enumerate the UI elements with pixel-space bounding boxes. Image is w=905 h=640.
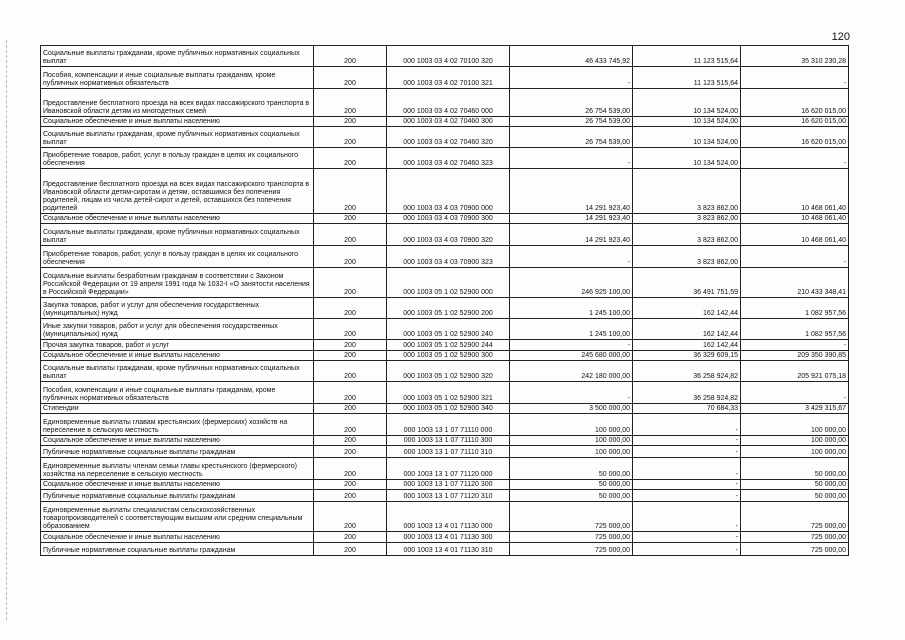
- row-budget-code: 000 1003 03 4 02 70460 000: [387, 89, 510, 117]
- table-row: [41, 404, 849, 414]
- table-row: [41, 361, 849, 382]
- row-budget-code: 000 1003 13 1 07 71110 000: [387, 414, 510, 436]
- table-row: [41, 480, 849, 490]
- row-name: Закупка товаров, работ и услуг для обеспечения государственных (муниципальных) нужд: [41, 298, 314, 319]
- row-approved-amount: 100 000,00: [510, 414, 633, 436]
- row-admin-code: 200: [314, 436, 387, 446]
- row-budget-code: 000 1003 13 4 01 71130 300: [387, 532, 510, 543]
- row-name: Социальное обеспечение и иные выплаты населению: [41, 436, 314, 446]
- row-unexecuted-amount: 10 468 061,40: [741, 224, 849, 246]
- row-executed-amount: 162 142,44: [633, 319, 741, 340]
- row-admin-code: 200: [314, 268, 387, 298]
- row-name: Единовременные выплаты специалистам сельскохозяйственных товаропроизводителей с соответствующим высшим или средним специальным образованием: [41, 502, 314, 532]
- row-name: Приобретение товаров, работ, услуг в пользу граждан в целях их социального обеспечения: [41, 148, 314, 169]
- row-executed-amount: 36 329 609,15: [633, 351, 741, 361]
- row-executed-amount: 70 684,33: [633, 404, 741, 414]
- row-admin-code: 200: [314, 246, 387, 268]
- row-budget-code: 000 1003 03 4 03 70900 320: [387, 224, 510, 246]
- row-executed-amount: 162 142,44: [633, 298, 741, 319]
- row-approved-amount: 50 000,00: [510, 458, 633, 480]
- row-executed-amount: -: [633, 458, 741, 480]
- row-executed-amount: -: [633, 446, 741, 458]
- table-row: [41, 382, 849, 404]
- row-budget-code: 000 1003 05 1 02 52900 000: [387, 268, 510, 298]
- row-executed-amount: 10 134 524,00: [633, 117, 741, 127]
- row-approved-amount: 1 245 100,00: [510, 298, 633, 319]
- row-budget-code: 000 1003 13 4 01 71130 310: [387, 543, 510, 556]
- row-name: Социальные выплаты гражданам, кроме публичных нормативных социальных выплат: [41, 46, 314, 67]
- table-row: [41, 446, 849, 458]
- table-row: [41, 543, 849, 556]
- row-approved-amount: -: [510, 382, 633, 404]
- table-row: [41, 117, 849, 127]
- row-unexecuted-amount: 50 000,00: [741, 490, 849, 502]
- row-approved-amount: -: [510, 148, 633, 169]
- row-budget-code: 000 1003 03 4 02 70100 321: [387, 67, 510, 89]
- table-row: [41, 46, 849, 67]
- row-unexecuted-amount: -: [741, 246, 849, 268]
- table-row: [41, 351, 849, 361]
- row-budget-code: 000 1003 05 1 02 52900 340: [387, 404, 510, 414]
- row-budget-code: 000 1003 05 1 02 52900 321: [387, 382, 510, 404]
- row-unexecuted-amount: 10 468 061,40: [741, 214, 849, 224]
- row-name: Социальные выплаты гражданам, кроме публичных нормативных социальных выплат: [41, 224, 314, 246]
- row-executed-amount: 3 823 862,00: [633, 169, 741, 214]
- row-approved-amount: 725 000,00: [510, 532, 633, 543]
- row-unexecuted-amount: 725 000,00: [741, 532, 849, 543]
- row-admin-code: 200: [314, 404, 387, 414]
- row-admin-code: 200: [314, 214, 387, 224]
- row-name: Публичные нормативные социальные выплаты гражданам: [41, 446, 314, 458]
- row-admin-code: 200: [314, 490, 387, 502]
- row-name: Социальные выплаты гражданам, кроме публичных нормативных социальных выплат: [41, 127, 314, 148]
- row-name: Единовременные выплаты членам семьи главы крестьянского (фермерского) хозяйства на переселение в сельскую местность: [41, 458, 314, 480]
- row-approved-amount: -: [510, 67, 633, 89]
- row-name: Предоставление бесплатного проезда на всех видах пассажирского транспорта в Ивановской области детям из многодетных семей: [41, 89, 314, 117]
- row-unexecuted-amount: 16 620 015,00: [741, 89, 849, 117]
- row-budget-code: 000 1003 03 4 03 70900 000: [387, 169, 510, 214]
- table-row: [41, 268, 849, 298]
- row-unexecuted-amount: 725 000,00: [741, 543, 849, 556]
- row-unexecuted-amount: 100 000,00: [741, 436, 849, 446]
- row-unexecuted-amount: -: [741, 148, 849, 169]
- row-budget-code: 000 1003 13 1 07 71120 000: [387, 458, 510, 480]
- row-approved-amount: 26 754 539,00: [510, 127, 633, 148]
- table-row: [41, 89, 849, 117]
- row-approved-amount: 1 245 100,00: [510, 319, 633, 340]
- row-executed-amount: -: [633, 532, 741, 543]
- row-unexecuted-amount: 210 433 348,41: [741, 268, 849, 298]
- row-approved-amount: 14 291 923,40: [510, 214, 633, 224]
- row-approved-amount: 46 433 745,92: [510, 46, 633, 67]
- table-row: [41, 224, 849, 246]
- row-admin-code: 200: [314, 127, 387, 148]
- row-approved-amount: 246 925 100,00: [510, 268, 633, 298]
- row-unexecuted-amount: 100 000,00: [741, 414, 849, 436]
- row-admin-code: 200: [314, 340, 387, 351]
- table-row: [41, 436, 849, 446]
- row-approved-amount: 725 000,00: [510, 502, 633, 532]
- row-name: Социальные выплаты гражданам, кроме публичных нормативных социальных выплат: [41, 361, 314, 382]
- row-name: Пособия, компенсации и иные социальные выплаты гражданам, кроме публичных нормативных обязательств: [41, 382, 314, 404]
- table-row: [41, 298, 849, 319]
- row-executed-amount: -: [633, 480, 741, 490]
- row-approved-amount: 50 000,00: [510, 480, 633, 490]
- row-executed-amount: 36 491 751,59: [633, 268, 741, 298]
- row-unexecuted-amount: -: [741, 67, 849, 89]
- table-row: [41, 414, 849, 436]
- row-admin-code: 200: [314, 382, 387, 404]
- row-admin-code: 200: [314, 319, 387, 340]
- row-executed-amount: 10 134 524,00: [633, 89, 741, 117]
- row-budget-code: 000 1003 05 1 02 52900 300: [387, 351, 510, 361]
- row-budget-code: 000 1003 03 4 02 70460 323: [387, 148, 510, 169]
- table-body: [41, 46, 849, 556]
- row-name: Пособия, компенсации и иные социальные выплаты гражданам, кроме публичных нормативных обязательств: [41, 67, 314, 89]
- row-executed-amount: 3 823 862,00: [633, 246, 741, 268]
- row-name: Стипендии: [41, 404, 314, 414]
- row-admin-code: 200: [314, 169, 387, 214]
- page-number: 120: [831, 31, 850, 43]
- row-budget-code: 000 1003 13 1 07 71110 300: [387, 436, 510, 446]
- table-row: [41, 502, 849, 532]
- row-executed-amount: 10 134 524,00: [633, 148, 741, 169]
- table-row: [41, 148, 849, 169]
- row-approved-amount: 14 291 923,40: [510, 224, 633, 246]
- row-name: Социальное обеспечение и иные выплаты населению: [41, 351, 314, 361]
- row-budget-code: 000 1003 03 4 03 70900 300: [387, 214, 510, 224]
- table-row: [41, 319, 849, 340]
- row-budget-code: 000 1003 05 1 02 52900 240: [387, 319, 510, 340]
- row-admin-code: 200: [314, 361, 387, 382]
- row-name: Социальное обеспечение и иные выплаты населению: [41, 117, 314, 127]
- row-unexecuted-amount: 50 000,00: [741, 480, 849, 490]
- row-executed-amount: 11 123 515,64: [633, 67, 741, 89]
- row-budget-code: 000 1003 03 4 02 70460 320: [387, 127, 510, 148]
- row-executed-amount: -: [633, 436, 741, 446]
- row-admin-code: 200: [314, 543, 387, 556]
- row-executed-amount: 162 142,44: [633, 340, 741, 351]
- row-approved-amount: 242 180 000,00: [510, 361, 633, 382]
- row-approved-amount: 50 000,00: [510, 490, 633, 502]
- row-executed-amount: -: [633, 490, 741, 502]
- row-unexecuted-amount: 16 620 015,00: [741, 117, 849, 127]
- row-name: Иные закупки товаров, работ и услуг для обеспечения государственных (муниципальных) нужд: [41, 319, 314, 340]
- row-budget-code: 000 1003 05 1 02 52900 244: [387, 340, 510, 351]
- row-name: Публичные нормативные социальные выплаты гражданам: [41, 490, 314, 502]
- row-unexecuted-amount: -: [741, 340, 849, 351]
- budget-execution-table: [40, 45, 849, 556]
- binding-edge-line: [6, 40, 7, 620]
- row-unexecuted-amount: 209 350 390,85: [741, 351, 849, 361]
- table-row: [41, 67, 849, 89]
- row-approved-amount: 725 000,00: [510, 543, 633, 556]
- row-admin-code: 200: [314, 46, 387, 67]
- row-admin-code: 200: [314, 351, 387, 361]
- row-admin-code: 200: [314, 532, 387, 543]
- row-approved-amount: 245 680 000,00: [510, 351, 633, 361]
- row-executed-amount: 11 123 515,64: [633, 46, 741, 67]
- row-admin-code: 200: [314, 224, 387, 246]
- row-name: Прочая закупка товаров, работ и услуг: [41, 340, 314, 351]
- row-admin-code: 200: [314, 298, 387, 319]
- row-unexecuted-amount: 10 468 061,40: [741, 169, 849, 214]
- row-approved-amount: 14 291 923,40: [510, 169, 633, 214]
- row-executed-amount: 3 823 862,00: [633, 214, 741, 224]
- row-executed-amount: 36 258 924,82: [633, 361, 741, 382]
- row-executed-amount: -: [633, 414, 741, 436]
- row-unexecuted-amount: 205 921 075,18: [741, 361, 849, 382]
- row-unexecuted-amount: -: [741, 382, 849, 404]
- row-budget-code: 000 1003 05 1 02 52900 320: [387, 361, 510, 382]
- row-budget-code: 000 1003 13 1 07 71120 300: [387, 480, 510, 490]
- table-row: [41, 246, 849, 268]
- row-approved-amount: -: [510, 340, 633, 351]
- row-approved-amount: -: [510, 246, 633, 268]
- row-admin-code: 200: [314, 148, 387, 169]
- table-row: [41, 532, 849, 543]
- row-executed-amount: 10 134 524,00: [633, 127, 741, 148]
- row-name: Предоставление бесплатного проезда на всех видах пассажирского транспорта в Ивановской области детям-сиротам и детям, оставшимся без попечения родителей, лицам из числа детей-сирот и детей, оставшихся без попечения родителей: [41, 169, 314, 214]
- row-budget-code: 000 1003 13 1 07 71110 310: [387, 446, 510, 458]
- row-admin-code: 200: [314, 480, 387, 490]
- row-name: Приобретение товаров, работ, услуг в пользу граждан в целях их социального обеспечения: [41, 246, 314, 268]
- row-admin-code: 200: [314, 446, 387, 458]
- row-budget-code: 000 1003 13 1 07 71120 310: [387, 490, 510, 502]
- row-unexecuted-amount: 16 620 015,00: [741, 127, 849, 148]
- row-admin-code: 200: [314, 458, 387, 480]
- row-budget-code: 000 1003 03 4 02 70100 320: [387, 46, 510, 67]
- row-approved-amount: 100 000,00: [510, 436, 633, 446]
- row-admin-code: 200: [314, 117, 387, 127]
- row-budget-code: 000 1003 03 4 03 70900 323: [387, 246, 510, 268]
- row-unexecuted-amount: 725 000,00: [741, 502, 849, 532]
- row-unexecuted-amount: 100 000,00: [741, 446, 849, 458]
- row-name: Социальное обеспечение и иные выплаты населению: [41, 532, 314, 543]
- row-admin-code: 200: [314, 67, 387, 89]
- row-unexecuted-amount: 50 000,00: [741, 458, 849, 480]
- table-row: [41, 490, 849, 502]
- row-executed-amount: -: [633, 502, 741, 532]
- row-approved-amount: 3 500 000,00: [510, 404, 633, 414]
- row-approved-amount: 26 754 539,00: [510, 117, 633, 127]
- row-admin-code: 200: [314, 89, 387, 117]
- row-name: Социальные выплаты безработным гражданам в соответствии с Законом Российской Федерации от 19 апреля 1991 года № 1032-I «О занятости населения в Российской Федерации»: [41, 268, 314, 298]
- row-name: Социальное обеспечение и иные выплаты населению: [41, 480, 314, 490]
- row-unexecuted-amount: 35 310 230,28: [741, 46, 849, 67]
- row-unexecuted-amount: 1 082 957,56: [741, 298, 849, 319]
- row-approved-amount: 100 000,00: [510, 446, 633, 458]
- row-unexecuted-amount: 3 429 315,67: [741, 404, 849, 414]
- row-name: Единовременные выплаты главам крестьянских (фермерских) хозяйств на переселение в сельскую местность: [41, 414, 314, 436]
- row-admin-code: 200: [314, 502, 387, 532]
- row-budget-code: 000 1003 05 1 02 52900 200: [387, 298, 510, 319]
- row-approved-amount: 26 754 539,00: [510, 89, 633, 117]
- table-row: [41, 169, 849, 214]
- row-name: Социальное обеспечение и иные выплаты населению: [41, 214, 314, 224]
- table-row: [41, 214, 849, 224]
- row-executed-amount: -: [633, 543, 741, 556]
- row-budget-code: 000 1003 13 4 01 71130 000: [387, 502, 510, 532]
- row-executed-amount: 3 823 862,00: [633, 224, 741, 246]
- table-row: [41, 127, 849, 148]
- table-row: [41, 340, 849, 351]
- row-name: Публичные нормативные социальные выплаты гражданам: [41, 543, 314, 556]
- row-budget-code: 000 1003 03 4 02 70460 300: [387, 117, 510, 127]
- row-unexecuted-amount: 1 082 957,56: [741, 319, 849, 340]
- table-row: [41, 458, 849, 480]
- row-admin-code: 200: [314, 414, 387, 436]
- row-executed-amount: 36 258 924,82: [633, 382, 741, 404]
